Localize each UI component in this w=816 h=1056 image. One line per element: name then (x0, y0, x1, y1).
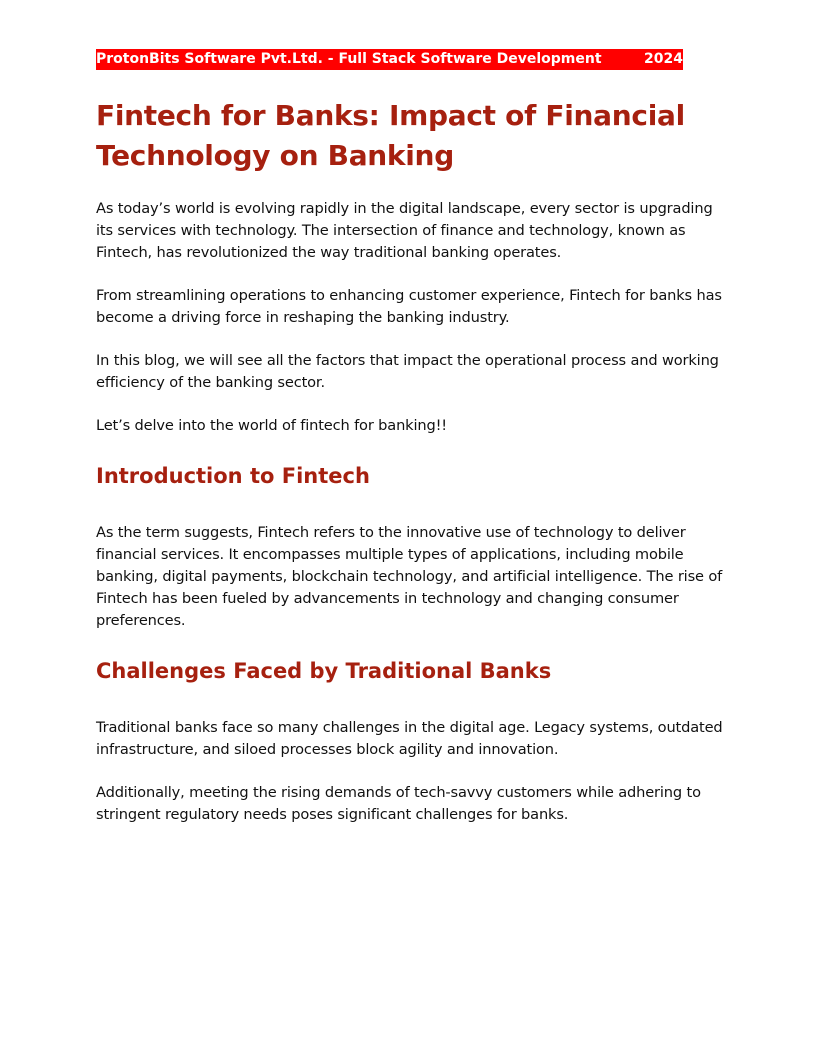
document-header (96, 49, 683, 70)
section-heading: Challenges Faced by Traditional Banks (96, 659, 552, 683)
header-company: ProtonBits Software Pvt.Ltd. - Full Stack Software Development (96, 51, 602, 67)
page-title: Fintech for Banks: Impact of Financial Technology on Banking (96, 99, 685, 172)
paragraph: In this blog, we will see all the factors that impact the operational process and working efficiency of the banking sector. (96, 352, 719, 391)
paragraph: As today’s world is evolving rapidly in the digital landscape, every sector is upgrading its services with technology. The intersection of finance and technology, known as Fintech, has revolutionized the way traditional banking operates. (96, 200, 713, 261)
paragraph: As the term suggests, Fintech refers to the innovative use of technology to deliver financial services. It encompasses multiple types of applications, including mobile banking, digital payments, blockchain technology, and artificial intelligence. The rise of Fintech has been fueled by advancements in technology and changing consumer preferences. (96, 524, 723, 629)
paragraph: Additionally, meeting the rising demands of tech-savvy customers while adhering to stringent regulatory needs poses significant challenges for banks. (96, 784, 701, 823)
header-year: 2024 (644, 51, 683, 67)
paragraph: Let’s delve into the world of fintech for banking!! (96, 417, 448, 434)
paragraph: From streamlining operations to enhancing customer experience, Fintech for banks has become a driving force in reshaping the banking industry. (96, 287, 722, 326)
section-heading: Introduction to Fintech (96, 464, 370, 488)
paragraph: Traditional banks face so many challenges in the digital age. Legacy systems, outdated infrastructure, and siloed processes block agility and innovation. (96, 719, 723, 758)
document-body (96, 96, 726, 826)
